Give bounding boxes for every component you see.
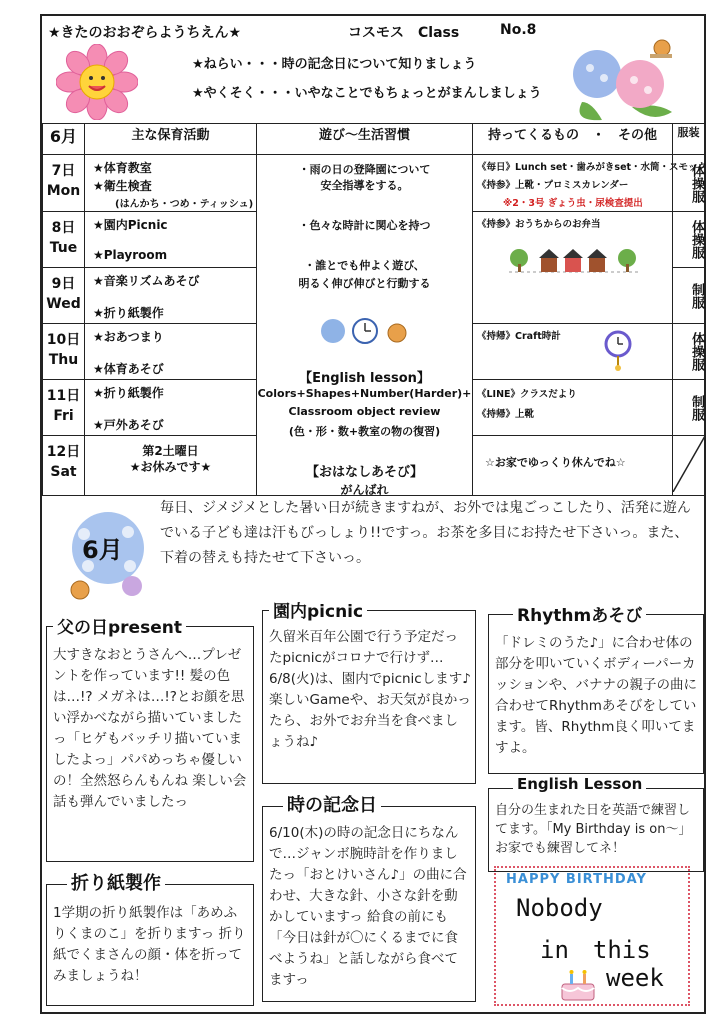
bring-cell: 《持参》おうちからのお弁当 (473, 212, 673, 324)
date-cell: 10日 Thu (43, 324, 85, 380)
activity-cell: ★園内Picnic ★Playroom (85, 212, 257, 268)
fathers-day-text: 大すきなおとうさんへ…プレゼントを作っています!! 髪の色は…!? メガネは…!?とお顔を思い浮かべながら描いていましたっ「ヒゲもバッチリ描いていましたよっ」パパめっちゃ優しいの！全然怒らんもんね 楽しい会話も弾んでいましたっ (53, 647, 247, 810)
rhythm-section (488, 606, 704, 774)
aim-text: ★ねらい・・・時の記念日について知りましょう (192, 57, 477, 72)
clothes-cell: 体操服 (673, 155, 705, 212)
bring-cell: 《持帰》Craft時計 (473, 324, 673, 380)
birthday-section (494, 866, 690, 1006)
activity-cell: ★おあつまり ★体育あそび (85, 324, 257, 380)
english-lesson-title: English Lesson (513, 775, 646, 793)
picnic-text: 久留米百年公園で行う予定だったpicnicがコロナで行けず…6/8(火)は、園内でpicnicします♪ 楽しいGameや、お天気が良かったら、お外でお弁当を食べましょうね♪ (269, 629, 471, 750)
date-cell: 7日 Mon (43, 155, 85, 212)
intro-message: 毎日、ジメジメとした暑い日が続きますねが、お外では鬼ごっこしたり、活発に遊んでいる子ども達は汗もびっしょり!!ですっ。お茶を多目にお持たせ下さいっ。また、下着の替えも持たせて下さいっ。 (160, 500, 691, 566)
birthday-line-2: in this (540, 936, 651, 964)
town-trees-icon (509, 246, 639, 276)
promise-text: ★やくそく・・・いやなことでもちょっとがまんしましょう (192, 86, 542, 101)
clothes-cell (673, 436, 705, 496)
bring-cell: ☆お家でゆっくり休んでね☆ (473, 436, 673, 496)
issue-number: No.8 (500, 22, 537, 38)
english-lesson-section (488, 775, 704, 872)
month-badge: 6月 (82, 536, 123, 564)
activity-cell: ★体育教室 ★衛生検査 (はんかち・つめ・ティッシュ) (85, 155, 257, 212)
activity-cell: ★折り紙製作 ★戸外あそび (85, 380, 257, 436)
activity-header: 主な保育活動 (85, 124, 257, 155)
origami-title: 折り紙製作 (67, 869, 165, 895)
hydrangea-clock-snail-icon (319, 315, 411, 347)
bring-cell: 《LINE》クラスだより 《持帰》上靴 (473, 380, 673, 436)
clothes-cell: 制服 (673, 380, 705, 436)
play-habits-cell: ・雨の日の登降園について 安全指導をする。 ・色々な時計に関心を持つ ・誰とでも仲よく遊び、 明るく伸び伸びと行動する 【English lesson】 Colors+Shapes+Number(Harder)+ Classroom object review (色・形・数+教室の物の復習) 【おはなしあそび】 がんばれ (257, 155, 473, 496)
origami-text: 1学期の折り紙製作は「あめふりくまのこ」を折りますっ 折り紙でくまさんの顔・体を折ってみましょうね！ (53, 905, 246, 984)
class-name: コスモス Class (348, 25, 460, 41)
activity-cell: ★音楽リズムあそび ★折り紙製作 (85, 268, 257, 324)
time-day-section (262, 795, 476, 1002)
fathers-day-section (46, 618, 254, 862)
picnic-section (262, 602, 476, 784)
fathers-day-title: 父の日present (53, 613, 186, 638)
weekly-schedule-table (42, 123, 705, 496)
date-cell: 12日 Sat (43, 436, 85, 496)
bring-cell: 《毎日》Lunch set・歯みがきset・水筒・スモック 《持参》上靴・プロミスカレンダー ※2・3号 ぎょう虫・尿検査提出 (473, 155, 673, 212)
header (42, 16, 704, 122)
birthday-line-3: week (606, 964, 664, 992)
clothes-cell: 体操服 (673, 324, 705, 380)
clothes-cell: 制服 (673, 268, 705, 324)
newsletter-page (40, 14, 706, 1014)
date-cell: 11日 Fri (43, 380, 85, 436)
clock-icon (603, 330, 633, 372)
clothes-header: 服装 (673, 124, 705, 155)
origami-section (46, 873, 254, 1006)
school-name: ★きたのおおぞらようちえん★ (48, 25, 242, 41)
date-cell: 9日 Wed (43, 268, 85, 324)
time-day-title: 時の記念日 (283, 791, 381, 817)
english-lesson-text: 自分の生まれた日を英語で練習してます。「My Birthday is on～」お家でも練習してネ！ (495, 803, 692, 856)
month-header: 6月 (43, 124, 85, 155)
birthday-line-1: Nobody (516, 894, 603, 922)
picnic-title: 園内picnic (269, 597, 367, 622)
rhythm-text: 「ドレミのうた♪」に合わせ体の部分を叩いていくボディーパーカッションや、バナナの親子の曲に合わせてRhythmあそびをしています。皆、Rhythm良く叩いてますよ。 (495, 635, 697, 756)
birthday-cake-icon (558, 968, 598, 1002)
play-header: 遊び～生活習慣 (257, 124, 473, 155)
smiling-flower-icon (56, 44, 138, 120)
date-cell: 8日 Tue (43, 212, 85, 268)
time-day-text: 6/10(木)の時の記念日にちなんで…ジャンボ腕時計を作りましたっ「おとけいさん♪」の曲に合わせ、大きな針、小さな針を動かしていますっ 給食の前にも「今日は針が〇にくるまでに食べようね」と話しながら食べてますっ (269, 825, 467, 988)
rhythm-title: Rhythmあそび (513, 601, 646, 626)
bring-header: 持ってくるもの ・ その他 (473, 124, 673, 155)
clothes-cell: 体操服 (673, 212, 705, 268)
hydrangea-snail-icon (562, 32, 690, 124)
activity-cell: 第2土曜日 ★お休みです★ (85, 436, 257, 496)
birthday-banner: HAPPY BIRTHDAY (506, 872, 647, 887)
